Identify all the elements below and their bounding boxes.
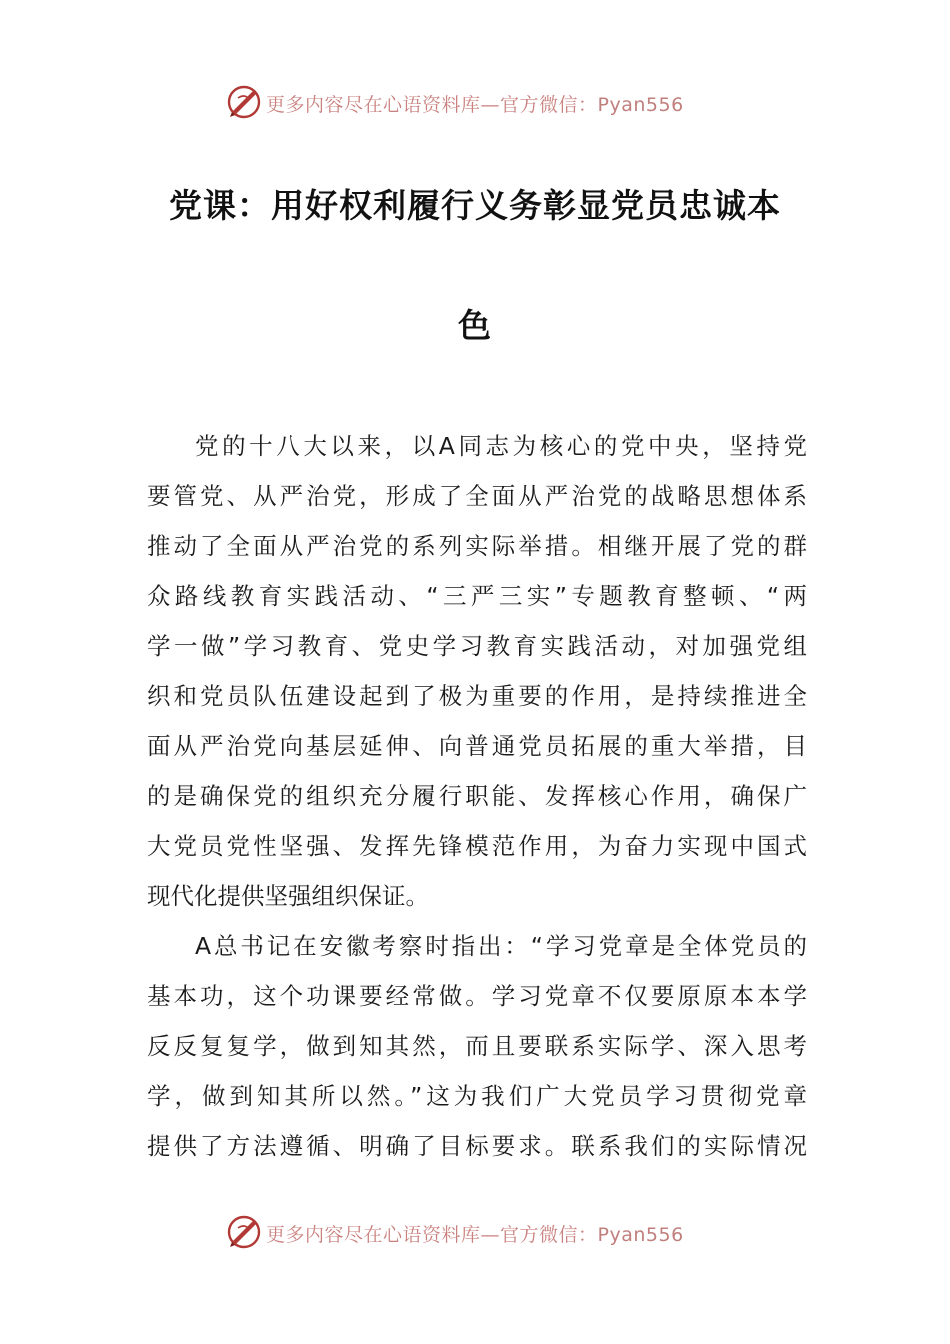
paragraph-1-line: 要管党、从严治党，形成了全面从严治党的战略思想体系: [147, 482, 807, 510]
paragraph-2-line: 基本功，这个功课要经常做。学习党章不仅要原原本本学: [147, 982, 807, 1010]
paragraph-1-line: 众路线教育实践活动、“三严三实”专题教育整顿、“两: [147, 582, 807, 610]
pen-logo-icon: [226, 84, 262, 120]
paragraph-1-line: 现代化提供坚强组织保证。: [147, 882, 429, 910]
paragraph-1-line: 面从严治党向基层延伸、向普通党员拓展的重大举措，目: [147, 732, 807, 760]
banner-wechat-id: Pyan556: [597, 94, 684, 116]
paragraph-2-line: 学，做到知其所以然。”这为我们广大党员学习贯彻党章: [147, 1082, 807, 1110]
paragraph-2-line: 反反复复学，做到知其然，而且要联系实际学、深入思考: [147, 1032, 807, 1060]
document-title-line-2: 色: [458, 306, 492, 345]
banner-text: [266, 1220, 684, 1247]
paragraph-1-line: 党的十八大以来，以A同志为核心的党中央，坚持党: [195, 432, 807, 460]
banner-text-cn: 更多内容尽在心语资料库—官方微信：: [266, 1224, 598, 1246]
paragraph-2-line: A总书记在安徽考察时指出：“学习党章是全体党员的: [195, 932, 807, 960]
paragraph-1-line: 大党员党性坚强、发挥先锋模范作用，为奋力实现中国式: [147, 832, 807, 860]
paragraph-1-line: 推动了全面从严治党的系列实际举措。相继开展了党的群: [147, 532, 807, 560]
document-body: [147, 428, 807, 1178]
footer-banner: [0, 1212, 950, 1252]
paragraph-1-line: 的是确保党的组织充分履行职能、发挥核心作用，确保广: [147, 782, 807, 810]
document-title-line-1: 党课：用好权利履行义务彰显党员忠诚本: [169, 186, 781, 225]
paragraph-1-line: 学一做”学习教育、党史学习教育实践活动，对加强党组: [147, 632, 807, 660]
banner-text: [266, 90, 684, 117]
paragraph-1-line: 织和党员队伍建设起到了极为重要的作用，是持续推进全: [147, 682, 807, 710]
paragraph-2-line: 提供了方法遵循、明确了目标要求。联系我们的实际情况: [147, 1132, 807, 1160]
banner-text-cn: 更多内容尽在心语资料库—官方微信：: [266, 94, 598, 116]
banner-wechat-id: Pyan556: [597, 1224, 684, 1246]
pen-logo-icon: [226, 1214, 262, 1250]
header-banner: [0, 82, 950, 122]
